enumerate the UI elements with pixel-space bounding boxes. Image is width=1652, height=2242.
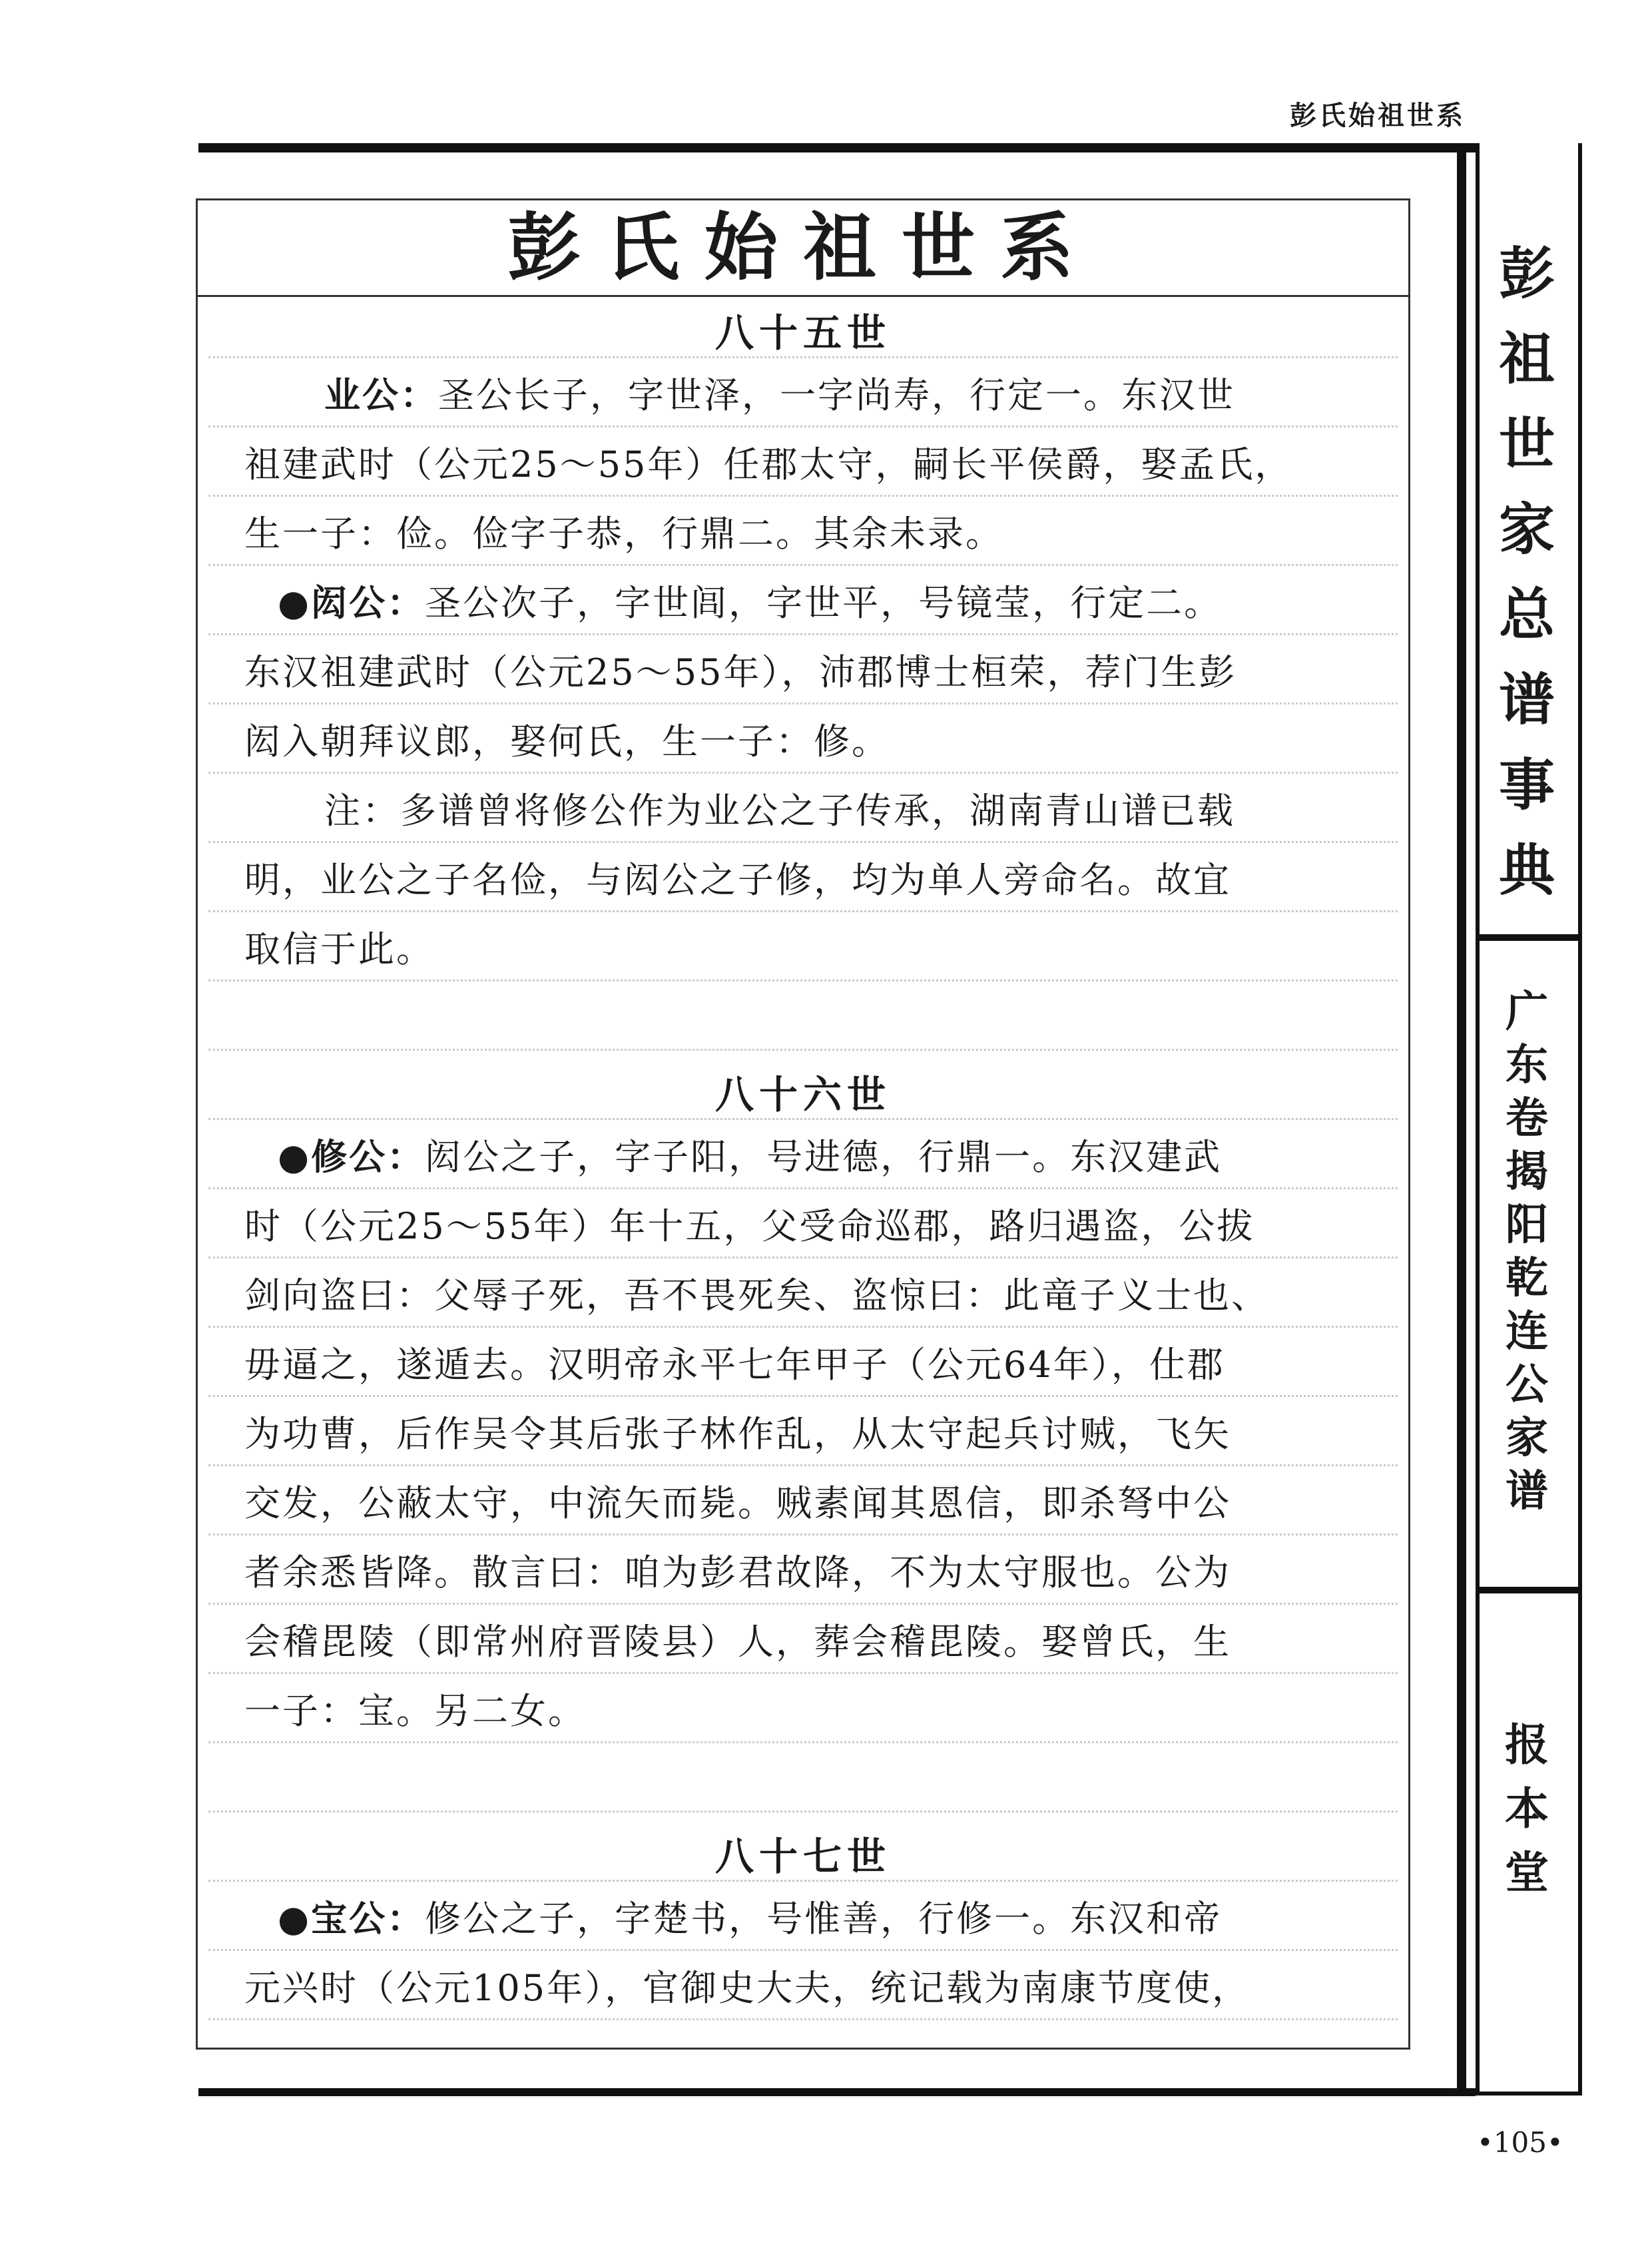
line-text: 者余悉皆降。散言曰：咱为彭君故降，不为太守服也。公为 xyxy=(244,1551,1231,1593)
page-number: •105• xyxy=(1477,2126,1563,2159)
spine-volume-title xyxy=(1480,985,1574,1518)
spine-char: 彭 xyxy=(1498,240,1555,306)
rule-line xyxy=(208,356,1398,358)
spine-separator xyxy=(1476,934,1582,941)
spine-border xyxy=(1457,143,1466,2096)
body-line xyxy=(244,713,1403,764)
rule-line xyxy=(208,1187,1398,1189)
rule-line xyxy=(208,1326,1398,1328)
line-text: 时（公元25～55年）年十五，父受命巡郡，路归遇盗，公拔 xyxy=(244,1205,1255,1247)
spine-char: 事 xyxy=(1498,752,1555,818)
spine-char: 堂 xyxy=(1505,1847,1549,1898)
running-header: 彭氏始祖世系 xyxy=(1290,101,1466,131)
generation-heading: 八十五世 xyxy=(714,310,891,356)
body-line xyxy=(244,1267,1403,1318)
line-text: 圣公长子，字世泽，一字尚寿，行定一。东汉世 xyxy=(438,374,1235,416)
page-title: 彭氏始祖世系 xyxy=(198,200,1408,297)
line-text: 明，业公之子名俭，与闳公之子修，均为单人旁命名。故宜 xyxy=(244,859,1231,901)
rule-line xyxy=(208,1118,1398,1120)
line-text: 会稽毘陵（即常州府晋陵县）人，葬会稽毘陵。娶曾氏，生 xyxy=(244,1621,1231,1663)
body-line xyxy=(244,644,1403,695)
body-line xyxy=(244,1890,1436,1942)
spine-char: 连 xyxy=(1506,1307,1548,1356)
spine-char: 卷 xyxy=(1506,1094,1548,1143)
spine-char: 祖 xyxy=(1498,326,1555,392)
rule-line xyxy=(208,1049,1398,1051)
line-text: 剑向盗曰：父辱子死，吾不畏死矣、盗惊曰：此竜子义士也、 xyxy=(244,1274,1269,1316)
body-line xyxy=(244,921,1403,972)
generation-heading: 八十七世 xyxy=(714,1834,891,1879)
spine-hall-name xyxy=(1480,1713,1574,1905)
rule-line xyxy=(208,1257,1398,1259)
spine-char: 乾 xyxy=(1506,1254,1548,1303)
spine-char: 家 xyxy=(1506,1414,1548,1463)
body-line xyxy=(244,505,1403,557)
line-text: 元兴时（公元105年），官御史大夫，统记载为南康节度使， xyxy=(244,1967,1250,2009)
body-line xyxy=(244,1475,1403,1526)
body-line xyxy=(244,367,1483,418)
spine-char: 谱 xyxy=(1506,1467,1548,1516)
rule-line xyxy=(208,1464,1398,1466)
body-line xyxy=(244,1683,1403,1734)
spine-char: 广 xyxy=(1506,987,1548,1037)
rule-line xyxy=(208,980,1398,981)
spine-char: 谱 xyxy=(1498,667,1555,732)
bottom-rule xyxy=(198,2088,1476,2096)
line-text: 闳入朝拜议郎，娶何氏，生一子：修。 xyxy=(244,720,890,762)
rule-line xyxy=(208,1534,1398,1536)
body-line xyxy=(244,782,1483,834)
rule-line xyxy=(208,841,1398,843)
line-text: 圣公次子，字世闾，字世平，号镜莹，行定二。 xyxy=(425,582,1223,624)
line-text: 东汉祖建武时（公元25～55年），沛郡博士桓荣，荐门生彭 xyxy=(244,651,1237,693)
rule-line xyxy=(208,1672,1398,1674)
body-line xyxy=(244,436,1403,487)
line-text: 一子：宝。另二女。 xyxy=(244,1690,586,1732)
generation-heading: 八十六世 xyxy=(714,1072,891,1117)
body-line xyxy=(244,1613,1403,1665)
rule-line xyxy=(208,1949,1398,1951)
spine-separator xyxy=(1476,1587,1582,1593)
rule-line xyxy=(208,495,1398,497)
spine-char: 阳 xyxy=(1506,1201,1548,1250)
rule-line xyxy=(208,564,1398,566)
spine-book-title xyxy=(1480,152,1574,934)
spine-book-title-text xyxy=(1480,231,1574,913)
rule-line xyxy=(208,910,1398,912)
rule-line xyxy=(208,1395,1398,1397)
spine-char: 典 xyxy=(1498,837,1555,903)
line-text: 生一子：俭。俭字子恭，行鼎二。其余未录。 xyxy=(244,513,1003,555)
ancestor-name: ●宝公： xyxy=(278,1897,425,1940)
body-line xyxy=(244,1544,1403,1595)
rule-line xyxy=(208,633,1398,635)
spine-char: 家 xyxy=(1498,496,1555,562)
ancestor-name: ●闳公： xyxy=(278,581,425,624)
body-line xyxy=(244,1336,1403,1388)
ancestor-name: ●修公： xyxy=(278,1135,425,1178)
spine-char: 世 xyxy=(1498,411,1555,477)
line-text: 取信于此。 xyxy=(244,928,434,970)
line-text: 闳公之子，字子阳，号进德，行鼎一。东汉建武 xyxy=(425,1136,1223,1178)
body-line xyxy=(244,1406,1403,1457)
rule-line xyxy=(208,1811,1398,1813)
line-text: 注：多谱曾将修公作为业公之子传承，湖南青山谱已载 xyxy=(324,790,1235,832)
spine-char: 本 xyxy=(1505,1783,1549,1834)
rule-line xyxy=(208,2018,1398,2020)
rule-line xyxy=(208,425,1398,427)
line-text: 为功曹，后作吴令其后张子林作乱，从太守起兵讨贼，飞矢 xyxy=(244,1413,1231,1455)
content-box xyxy=(196,198,1410,2050)
rule-line xyxy=(208,1603,1398,1605)
ancestor-name: 业公： xyxy=(324,374,438,416)
body-line xyxy=(244,1129,1436,1180)
body-line xyxy=(244,1960,1403,2011)
rule-line xyxy=(208,1741,1398,1743)
body-line xyxy=(244,575,1436,626)
line-text: 交发，公蔽太守，中流矢而毙。贼素闻其恩信，即杀弩中公 xyxy=(244,1482,1231,1524)
line-text: 祖建武时（公元25～55年）任郡太守，嗣长平侯爵，娶孟氏， xyxy=(244,443,1293,485)
spine-char: 东 xyxy=(1506,1041,1548,1090)
top-rule xyxy=(198,143,1476,152)
spine-char: 报 xyxy=(1505,1719,1549,1771)
line-text: 修公之子，字楚书，号惟善，行修一。东汉和帝 xyxy=(425,1898,1223,1940)
line-text: 毋逼之，遂遁去。汉明帝永平七年甲子（公元64年），仕郡 xyxy=(244,1344,1225,1386)
rule-line xyxy=(208,702,1398,704)
spine-char: 公 xyxy=(1506,1360,1548,1410)
body-line xyxy=(244,852,1403,903)
spine-char: 揭 xyxy=(1506,1147,1548,1197)
body-line xyxy=(244,1198,1403,1249)
rule-line xyxy=(208,772,1398,774)
rule-line xyxy=(208,1880,1398,1882)
spine-char: 总 xyxy=(1498,581,1555,647)
